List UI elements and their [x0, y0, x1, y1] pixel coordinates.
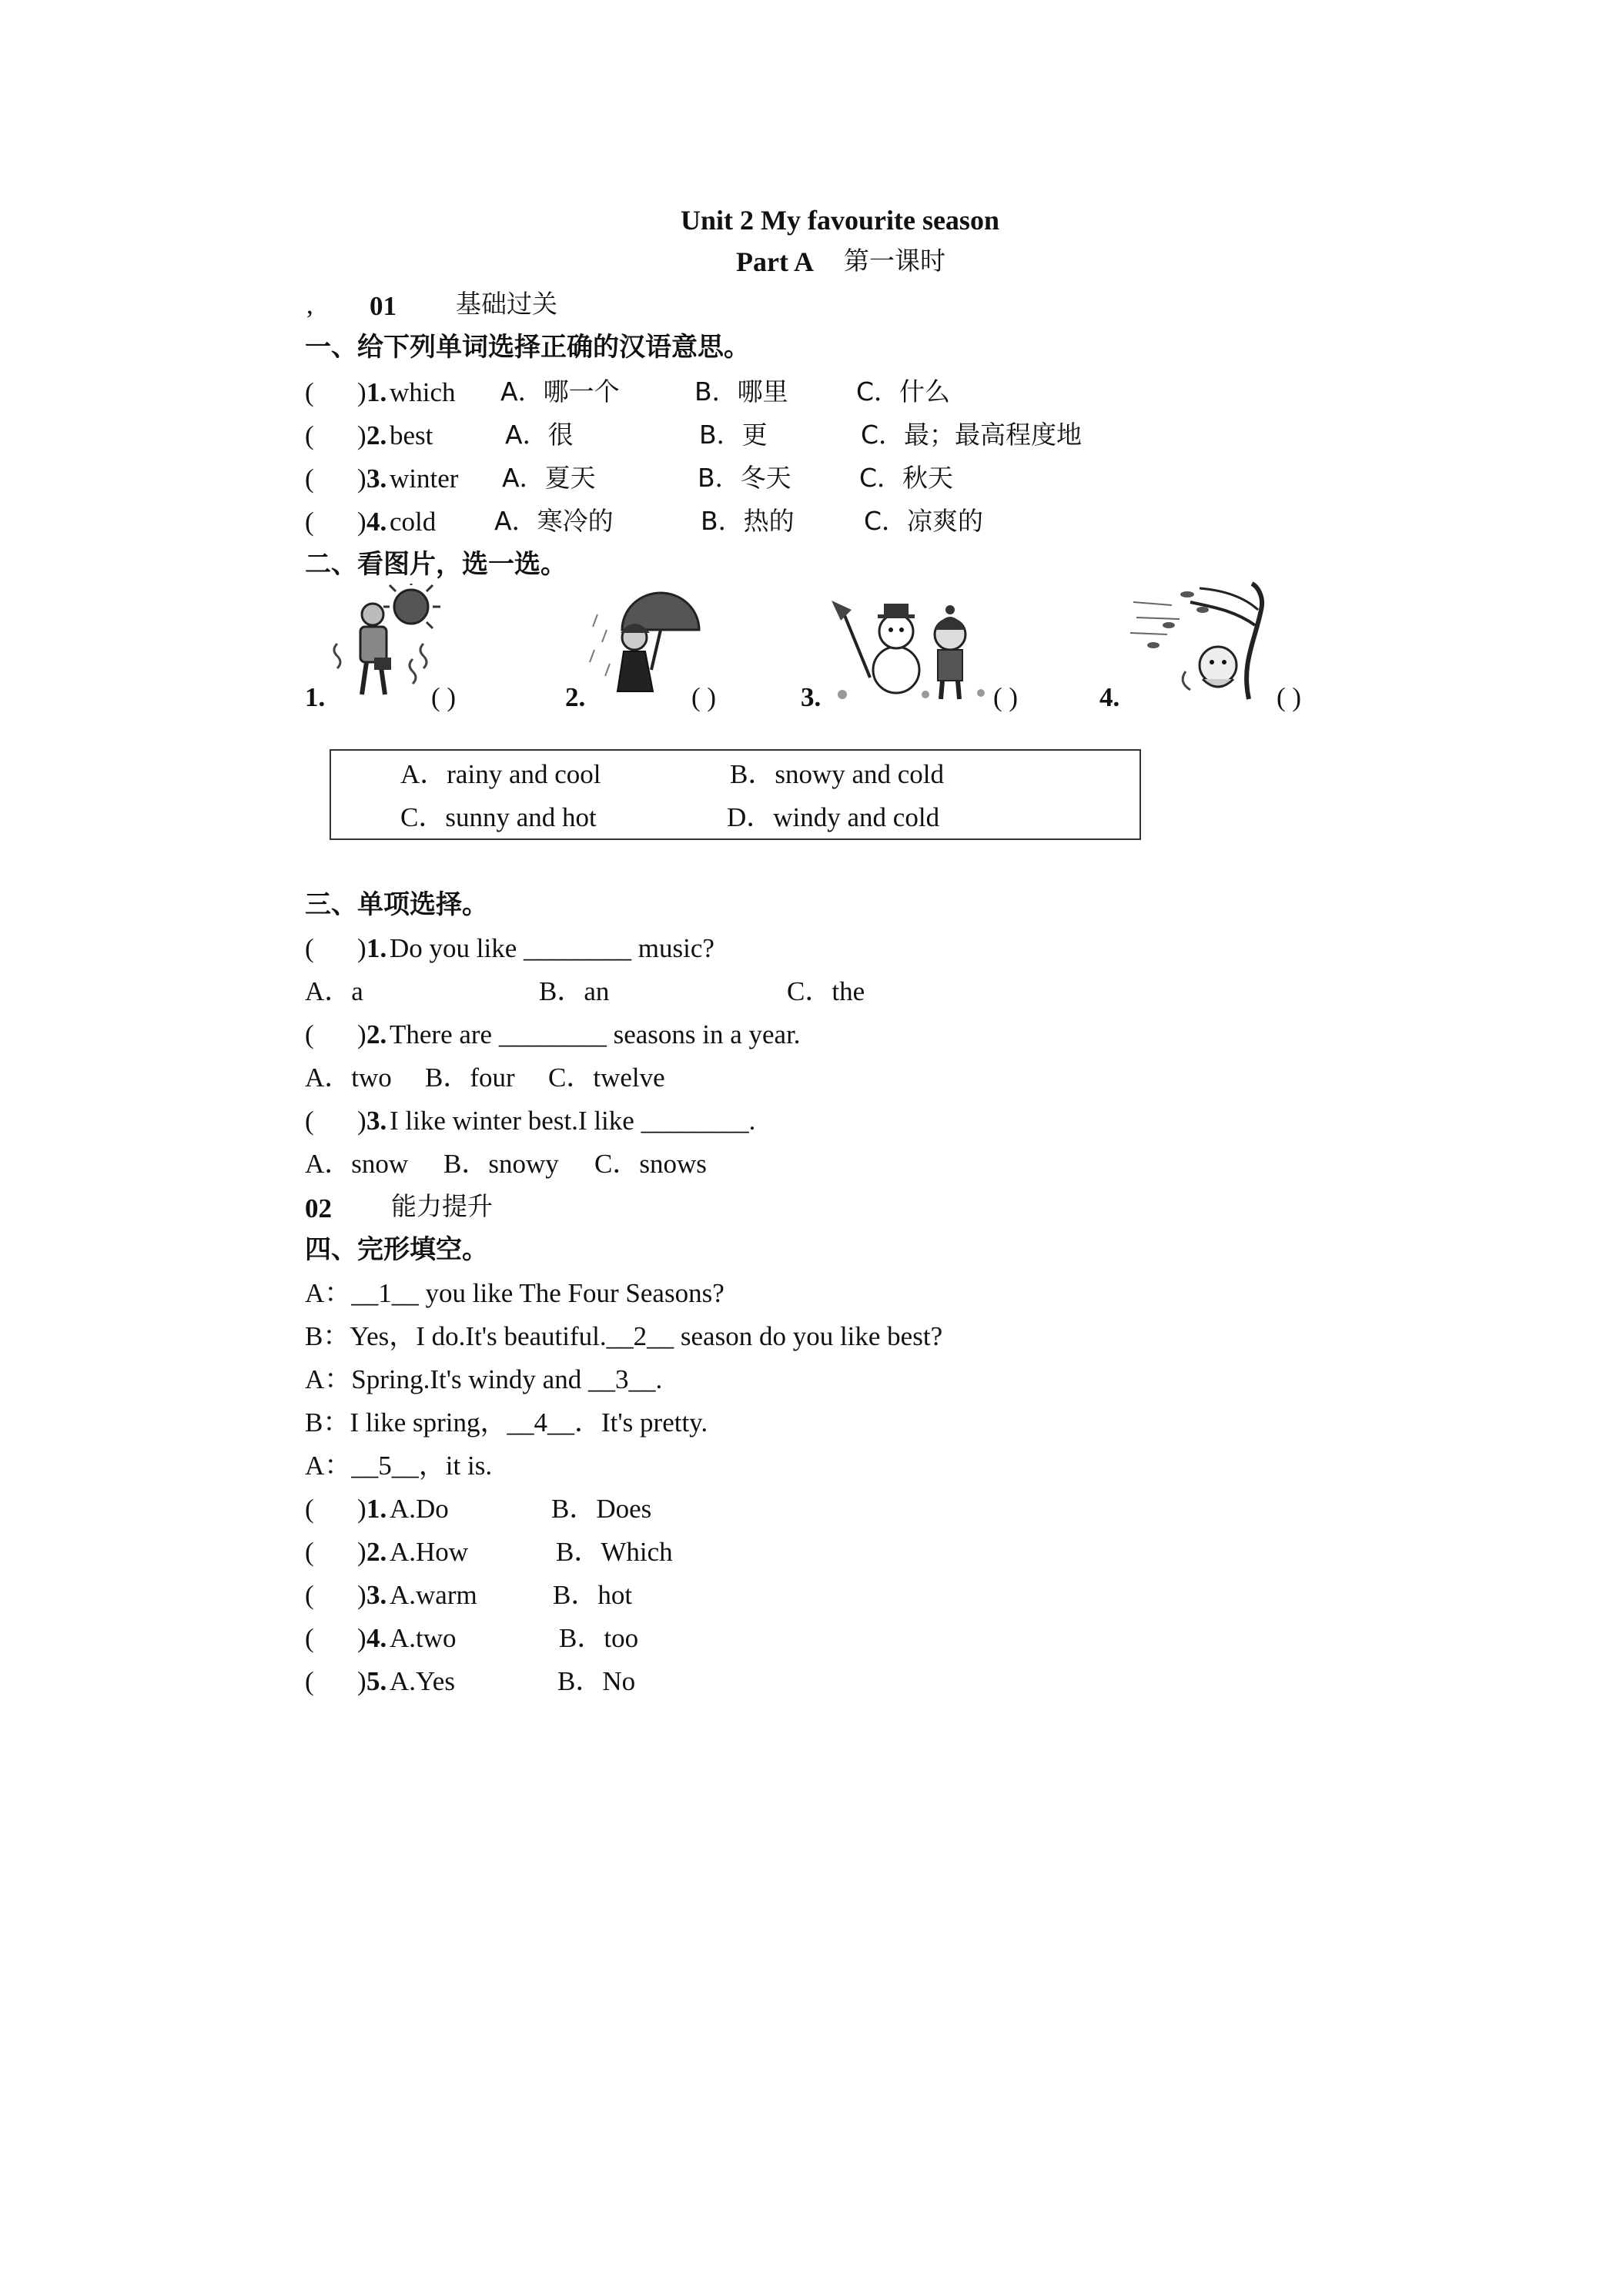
option-b: B．哪里 — [694, 377, 788, 407]
level-number: 02 — [305, 1193, 332, 1223]
question-number: 1. — [366, 377, 387, 407]
answer-blank: ( ) — [993, 682, 1019, 712]
answer-paren-open: ( — [305, 1494, 314, 1524]
question-number: 2. — [366, 1537, 387, 1567]
cloze-blank: 2 — [633, 1321, 648, 1351]
option-a: A.two — [390, 1623, 457, 1653]
level-number: 01 — [370, 291, 397, 321]
windy-tree-icon — [1126, 579, 1280, 702]
question-word: cold — [390, 507, 437, 537]
option-a: A．two — [305, 1063, 392, 1093]
option-b: B．Does — [551, 1494, 652, 1524]
answer-paren-close: ) — [357, 1106, 366, 1136]
section-heading: 三、单项选择。 — [305, 889, 488, 920]
question-number: 1. — [366, 1494, 387, 1524]
option-b: B．an — [539, 976, 610, 1006]
answer-paren-open: ( — [305, 1106, 314, 1136]
level-prefix: , — [306, 290, 313, 320]
cloze-blank: 5 — [378, 1451, 392, 1481]
question-number: 5. — [366, 1666, 387, 1696]
dialogue-text: __ you like The Four Seasons? — [391, 1278, 724, 1308]
section-heading: 二、看图片，选一选。 — [305, 549, 567, 580]
option-c: C．秋天 — [859, 463, 954, 493]
dialogue-text: B：I like spring，__ — [305, 1407, 534, 1438]
answer-paren-close: ) — [357, 507, 366, 537]
section-heading: 四、完形填空。 — [305, 1234, 488, 1265]
answer-blank: ( ) — [691, 682, 717, 712]
option-d: D．windy and cold — [727, 802, 940, 832]
option-b: B．冬天 — [698, 463, 791, 493]
option-c: C．snows — [594, 1149, 707, 1179]
option-b: B．snowy and cold — [730, 759, 945, 789]
option-c: C．最；最高程度地 — [861, 420, 1083, 450]
option-b: B．hot — [553, 1580, 633, 1610]
picture-number: 3. — [801, 682, 822, 712]
answer-blank: ( ) — [431, 682, 457, 712]
option-a: A．很 — [505, 420, 574, 450]
option-c: C．凉爽的 — [864, 506, 984, 536]
answer-paren-close: ) — [357, 1494, 366, 1524]
option-a: A．夏天 — [502, 463, 596, 493]
answer-paren-close: ) — [357, 1666, 366, 1696]
answer-paren-open: ( — [305, 1666, 314, 1696]
option-a: A．寒冷的 — [494, 506, 614, 536]
question-word: which — [390, 377, 456, 407]
dialogue-line — [305, 1452, 492, 1479]
lesson-label: 第一课时 — [844, 246, 945, 276]
option-b: B．No — [557, 1666, 636, 1696]
question-number: 2. — [366, 1019, 387, 1049]
question-text: There are ________ seasons in a year. — [390, 1019, 801, 1049]
answer-paren-close: ) — [357, 1537, 366, 1567]
answer-paren-open: ( — [305, 933, 314, 963]
answer-paren-open: ( — [305, 507, 314, 537]
answer-blank: ( ) — [1277, 682, 1302, 712]
part-label: Part A — [736, 246, 814, 277]
answer-paren-open: ( — [305, 1537, 314, 1567]
option-c: C．什么 — [856, 377, 951, 407]
section-heading: 一、给下列单词选择正确的汉语意思。 — [305, 332, 750, 363]
question-text: I like winter best.I like ________. — [390, 1106, 756, 1136]
level-label: 能力提升 — [391, 1191, 493, 1221]
question-number: 4. — [366, 1623, 387, 1653]
question-text: Do you like ________ music? — [390, 933, 714, 963]
option-a: A．a — [305, 976, 363, 1006]
answer-paren-close: ) — [357, 1623, 366, 1653]
option-a: A.Do — [390, 1494, 449, 1524]
dialogue-text: __. — [628, 1364, 663, 1394]
answer-paren-open: ( — [305, 464, 314, 494]
question-number: 3. — [366, 464, 387, 494]
dialogue-line — [305, 1366, 662, 1393]
answer-paren-open: ( — [305, 1623, 314, 1653]
dialogue-text: A：Spring.It's windy and __ — [305, 1364, 615, 1394]
option-a: A.Yes — [390, 1666, 455, 1696]
dialogue-line — [305, 1409, 708, 1436]
answer-paren-open: ( — [305, 1019, 314, 1049]
question-number: 3. — [366, 1580, 387, 1610]
umbrella-rain-girl-icon — [587, 584, 702, 707]
option-b: B．snowy — [443, 1149, 559, 1179]
dialogue-line — [305, 1280, 724, 1307]
answer-paren-open: ( — [305, 377, 314, 407]
snowman-children-icon — [827, 587, 996, 702]
question-number: 4. — [366, 507, 387, 537]
option-b: B．更 — [699, 420, 768, 450]
dialogue-text: A：__ — [305, 1278, 379, 1308]
picture-number: 1. — [305, 682, 326, 712]
dialogue-text: __．It's pretty. — [547, 1407, 708, 1438]
answer-paren-close: ) — [357, 933, 366, 963]
question-word: winter — [390, 464, 459, 494]
page-title: Unit 2 My favourite season — [681, 205, 999, 236]
option-a: A．哪一个 — [500, 377, 620, 407]
cloze-blank: 4 — [534, 1407, 547, 1438]
option-b: B．热的 — [701, 506, 795, 536]
cloze-blank: 1 — [378, 1278, 392, 1308]
question-number: 1. — [366, 933, 387, 963]
answer-paren-close: ) — [357, 1019, 366, 1049]
answer-paren-close: ) — [357, 1580, 366, 1610]
answer-paren-close: ) — [357, 420, 366, 450]
option-b: B．too — [559, 1623, 639, 1653]
question-number: 3. — [366, 1106, 387, 1136]
answer-paren-close: ) — [357, 377, 366, 407]
option-a: A．rainy and cool — [400, 759, 601, 789]
question-number: 2. — [366, 420, 387, 450]
option-c: C．the — [787, 976, 865, 1006]
question-word: best — [390, 420, 433, 450]
option-a: A.How — [390, 1537, 469, 1567]
option-a: A．snow — [305, 1149, 409, 1179]
picture-number: 2. — [565, 682, 586, 712]
option-c: C．twelve — [548, 1063, 665, 1093]
answer-paren-close: ) — [357, 464, 366, 494]
option-b: B．four — [425, 1063, 515, 1093]
dialogue-line — [305, 1323, 942, 1350]
option-a: A.warm — [390, 1580, 477, 1610]
dialogue-text: __，it is. — [391, 1451, 493, 1481]
cloze-blank: 3 — [614, 1364, 629, 1394]
dialogue-text: B：Yes，I do.It's beautiful.__ — [305, 1321, 634, 1351]
answer-paren-open: ( — [305, 1580, 314, 1610]
dialogue-text: A：__ — [305, 1451, 379, 1481]
picture-number: 4. — [1099, 682, 1120, 712]
answer-paren-open: ( — [305, 420, 314, 450]
option-b: B．Which — [556, 1537, 673, 1567]
option-c: C．sunny and hot — [400, 802, 597, 832]
dialogue-text: __ season do you like best? — [647, 1321, 943, 1351]
level-label: 基础过关 — [456, 289, 557, 319]
hot-sun-person-icon — [326, 584, 442, 707]
